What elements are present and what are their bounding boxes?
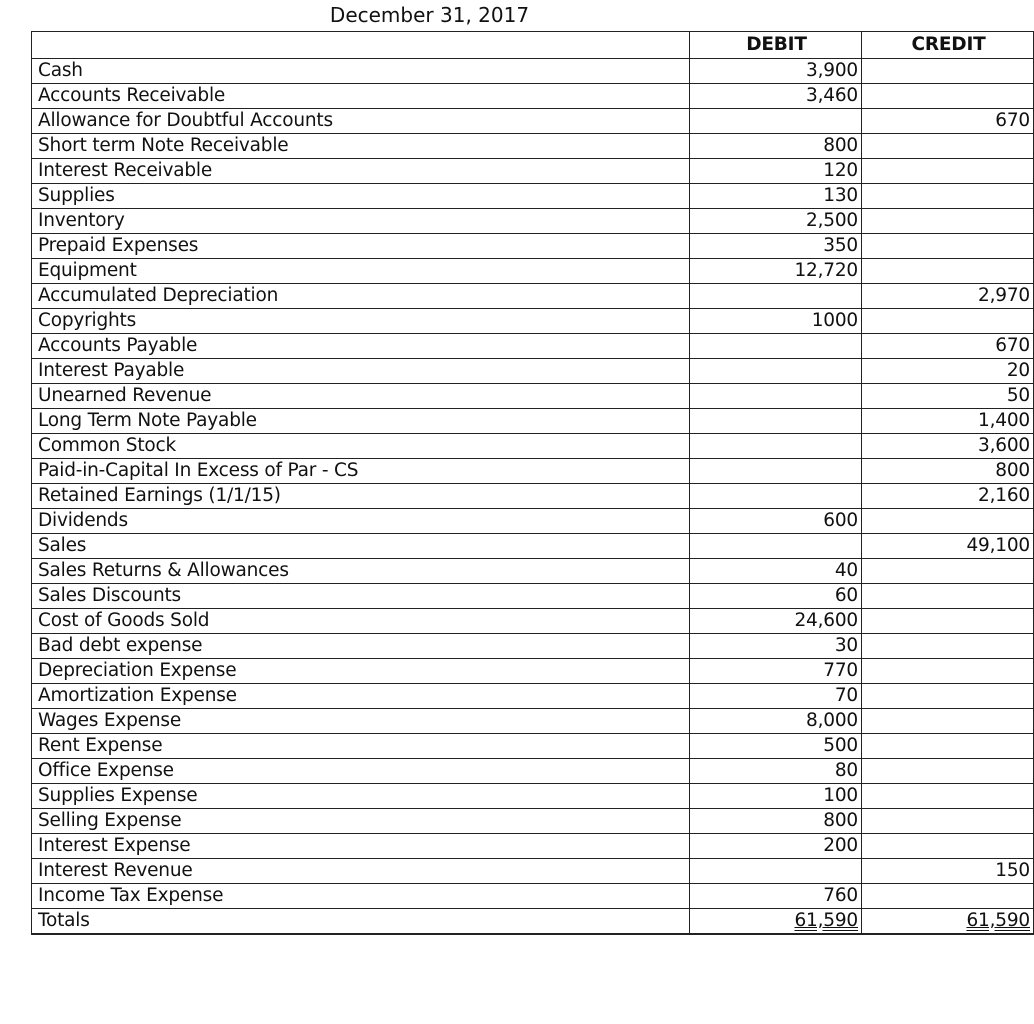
debit-amount-cell: 760 bbox=[690, 884, 862, 909]
credit-amount-cell bbox=[862, 834, 1034, 859]
account-name-cell: Supplies Expense bbox=[32, 784, 690, 809]
table-row bbox=[32, 209, 1034, 234]
credit-amount-cell bbox=[862, 609, 1034, 634]
account-name-cell: Sales Discounts bbox=[32, 584, 690, 609]
credit-amount-cell: 670 bbox=[862, 109, 1034, 134]
table-row bbox=[32, 859, 1034, 884]
debit-column-header: DEBIT bbox=[690, 32, 862, 59]
table-row bbox=[32, 809, 1034, 834]
credit-amount-cell bbox=[862, 209, 1034, 234]
credit-amount-cell bbox=[862, 259, 1034, 284]
debit-amount-cell: 3,900 bbox=[690, 59, 862, 84]
debit-amount-cell bbox=[690, 109, 862, 134]
account-name-cell: Unearned Revenue bbox=[32, 384, 690, 409]
credit-amount-cell bbox=[862, 659, 1034, 684]
credit-amount-cell bbox=[862, 159, 1034, 184]
debit-amount-cell: 350 bbox=[690, 234, 862, 259]
totals-row bbox=[32, 909, 1034, 935]
credit-amount-cell bbox=[862, 84, 1034, 109]
debit-amount-cell bbox=[690, 534, 862, 559]
debit-amount-cell bbox=[690, 484, 862, 509]
account-name-cell: Copyrights bbox=[32, 309, 690, 334]
credit-amount-cell bbox=[862, 734, 1034, 759]
account-name-cell: Interest Revenue bbox=[32, 859, 690, 884]
debit-amount-cell: 2,500 bbox=[690, 209, 862, 234]
account-name-cell: Rent Expense bbox=[32, 734, 690, 759]
account-name-cell: Sales Returns & Allowances bbox=[32, 559, 690, 584]
account-name-cell: Interest Payable bbox=[32, 359, 690, 384]
debit-amount-cell bbox=[690, 359, 862, 384]
table-row bbox=[32, 359, 1034, 384]
credit-amount-cell bbox=[862, 884, 1034, 909]
credit-amount-cell: 3,600 bbox=[862, 434, 1034, 459]
credit-amount-cell bbox=[862, 634, 1034, 659]
credit-amount-cell bbox=[862, 784, 1034, 809]
table-row bbox=[32, 684, 1034, 709]
table-row bbox=[32, 584, 1034, 609]
account-name-cell: Depreciation Expense bbox=[32, 659, 690, 684]
table-row bbox=[32, 734, 1034, 759]
debit-amount-cell bbox=[690, 384, 862, 409]
debit-total-cell bbox=[690, 909, 862, 935]
account-name-cell: Wages Expense bbox=[32, 709, 690, 734]
table-row bbox=[32, 884, 1034, 909]
debit-amount-cell: 130 bbox=[690, 184, 862, 209]
credit-total-cell bbox=[862, 909, 1034, 935]
credit-amount-cell bbox=[862, 809, 1034, 834]
debit-amount-cell: 12,720 bbox=[690, 259, 862, 284]
credit-amount-cell bbox=[862, 509, 1034, 534]
debit-amount-cell bbox=[690, 434, 862, 459]
account-name-cell: Accumulated Depreciation bbox=[32, 284, 690, 309]
debit-amount-cell: 40 bbox=[690, 559, 862, 584]
credit-amount-cell: 670 bbox=[862, 334, 1034, 359]
table-row bbox=[32, 634, 1034, 659]
table-row bbox=[32, 409, 1034, 434]
table-row bbox=[32, 159, 1034, 184]
debit-amount-cell bbox=[690, 409, 862, 434]
debit-amount-cell: 800 bbox=[690, 809, 862, 834]
account-name-cell: Dividends bbox=[32, 509, 690, 534]
debit-amount-cell bbox=[690, 459, 862, 484]
credit-amount-cell bbox=[862, 759, 1034, 784]
credit-amount-cell: 150 bbox=[862, 859, 1034, 884]
account-name-cell: Interest Expense bbox=[32, 834, 690, 859]
account-name-cell: Income Tax Expense bbox=[32, 884, 690, 909]
credit-amount-cell bbox=[862, 59, 1034, 84]
debit-amount-cell: 70 bbox=[690, 684, 862, 709]
account-name-cell: Long Term Note Payable bbox=[32, 409, 690, 434]
credit-amount-cell: 800 bbox=[862, 459, 1034, 484]
debit-amount-cell: 800 bbox=[690, 134, 862, 159]
account-name-cell: Amortization Expense bbox=[32, 684, 690, 709]
account-name-cell: Allowance for Doubtful Accounts bbox=[32, 109, 690, 134]
debit-amount-cell: 600 bbox=[690, 509, 862, 534]
table-row bbox=[32, 559, 1034, 584]
totals-label: Totals bbox=[32, 909, 690, 935]
account-name-cell: Accounts Payable bbox=[32, 334, 690, 359]
account-name-cell: Prepaid Expenses bbox=[32, 234, 690, 259]
credit-amount-cell bbox=[862, 134, 1034, 159]
table-row bbox=[32, 59, 1034, 84]
account-name-cell: Short term Note Receivable bbox=[32, 134, 690, 159]
table-row bbox=[32, 109, 1034, 134]
account-name-cell: Office Expense bbox=[32, 759, 690, 784]
table-row bbox=[32, 184, 1034, 209]
table-row bbox=[32, 334, 1034, 359]
table-row bbox=[32, 609, 1034, 634]
table-row bbox=[32, 84, 1034, 109]
table-row bbox=[32, 709, 1034, 734]
debit-amount-cell: 500 bbox=[690, 734, 862, 759]
table-row bbox=[32, 509, 1034, 534]
credit-amount-cell bbox=[862, 559, 1034, 584]
account-name-cell: Bad debt expense bbox=[32, 634, 690, 659]
debit-total-value: 61,590 bbox=[794, 910, 858, 931]
credit-amount-cell: 2,160 bbox=[862, 484, 1034, 509]
debit-amount-cell: 80 bbox=[690, 759, 862, 784]
account-name-cell: Paid-in-Capital In Excess of Par - CS bbox=[32, 459, 690, 484]
table-row bbox=[32, 534, 1034, 559]
debit-amount-cell: 200 bbox=[690, 834, 862, 859]
table-row bbox=[32, 259, 1034, 284]
credit-amount-cell: 2,970 bbox=[862, 284, 1034, 309]
debit-amount-cell: 100 bbox=[690, 784, 862, 809]
debit-amount-cell bbox=[690, 334, 862, 359]
credit-amount-cell bbox=[862, 309, 1034, 334]
table-row bbox=[32, 659, 1034, 684]
credit-amount-cell: 20 bbox=[862, 359, 1034, 384]
debit-amount-cell: 770 bbox=[690, 659, 862, 684]
table-row bbox=[32, 134, 1034, 159]
account-name-cell: Cash bbox=[32, 59, 690, 84]
table-row bbox=[32, 309, 1034, 334]
credit-amount-cell bbox=[862, 584, 1034, 609]
account-name-cell: Supplies bbox=[32, 184, 690, 209]
debit-amount-cell bbox=[690, 859, 862, 884]
credit-amount-cell bbox=[862, 684, 1034, 709]
trial-balance-table bbox=[31, 31, 1034, 935]
credit-amount-cell: 49,100 bbox=[862, 534, 1034, 559]
table-row bbox=[32, 434, 1034, 459]
account-name-cell: Accounts Receivable bbox=[32, 84, 690, 109]
table-row bbox=[32, 759, 1034, 784]
account-name-cell: Interest Receivable bbox=[32, 159, 690, 184]
table-row bbox=[32, 234, 1034, 259]
debit-amount-cell: 120 bbox=[690, 159, 862, 184]
account-name-cell: Equipment bbox=[32, 259, 690, 284]
credit-total-value: 61,590 bbox=[966, 910, 1030, 931]
credit-amount-cell bbox=[862, 184, 1034, 209]
account-name-cell: Cost of Goods Sold bbox=[32, 609, 690, 634]
table-row bbox=[32, 384, 1034, 409]
account-name-cell: Retained Earnings (1/1/15) bbox=[32, 484, 690, 509]
credit-amount-cell: 50 bbox=[862, 384, 1034, 409]
table-body bbox=[32, 59, 1034, 935]
table-header-row bbox=[32, 32, 1034, 59]
debit-amount-cell: 8,000 bbox=[690, 709, 862, 734]
debit-amount-cell: 24,600 bbox=[690, 609, 862, 634]
table-row bbox=[32, 834, 1034, 859]
credit-amount-cell bbox=[862, 709, 1034, 734]
table-row bbox=[32, 484, 1034, 509]
statement-date: December 31, 2017 bbox=[329, 3, 530, 27]
debit-amount-cell: 3,460 bbox=[690, 84, 862, 109]
account-name-cell: Selling Expense bbox=[32, 809, 690, 834]
account-name-cell: Common Stock bbox=[32, 434, 690, 459]
account-name-cell: Inventory bbox=[32, 209, 690, 234]
table-row bbox=[32, 784, 1034, 809]
credit-amount-cell bbox=[862, 234, 1034, 259]
credit-column-header: CREDIT bbox=[862, 32, 1034, 59]
table-row bbox=[32, 284, 1034, 309]
account-name-cell: Sales bbox=[32, 534, 690, 559]
table-row bbox=[32, 459, 1034, 484]
debit-amount-cell: 1000 bbox=[690, 309, 862, 334]
debit-amount-cell: 60 bbox=[690, 584, 862, 609]
account-column-header bbox=[32, 32, 690, 59]
debit-amount-cell: 30 bbox=[690, 634, 862, 659]
debit-amount-cell bbox=[690, 284, 862, 309]
credit-amount-cell: 1,400 bbox=[862, 409, 1034, 434]
